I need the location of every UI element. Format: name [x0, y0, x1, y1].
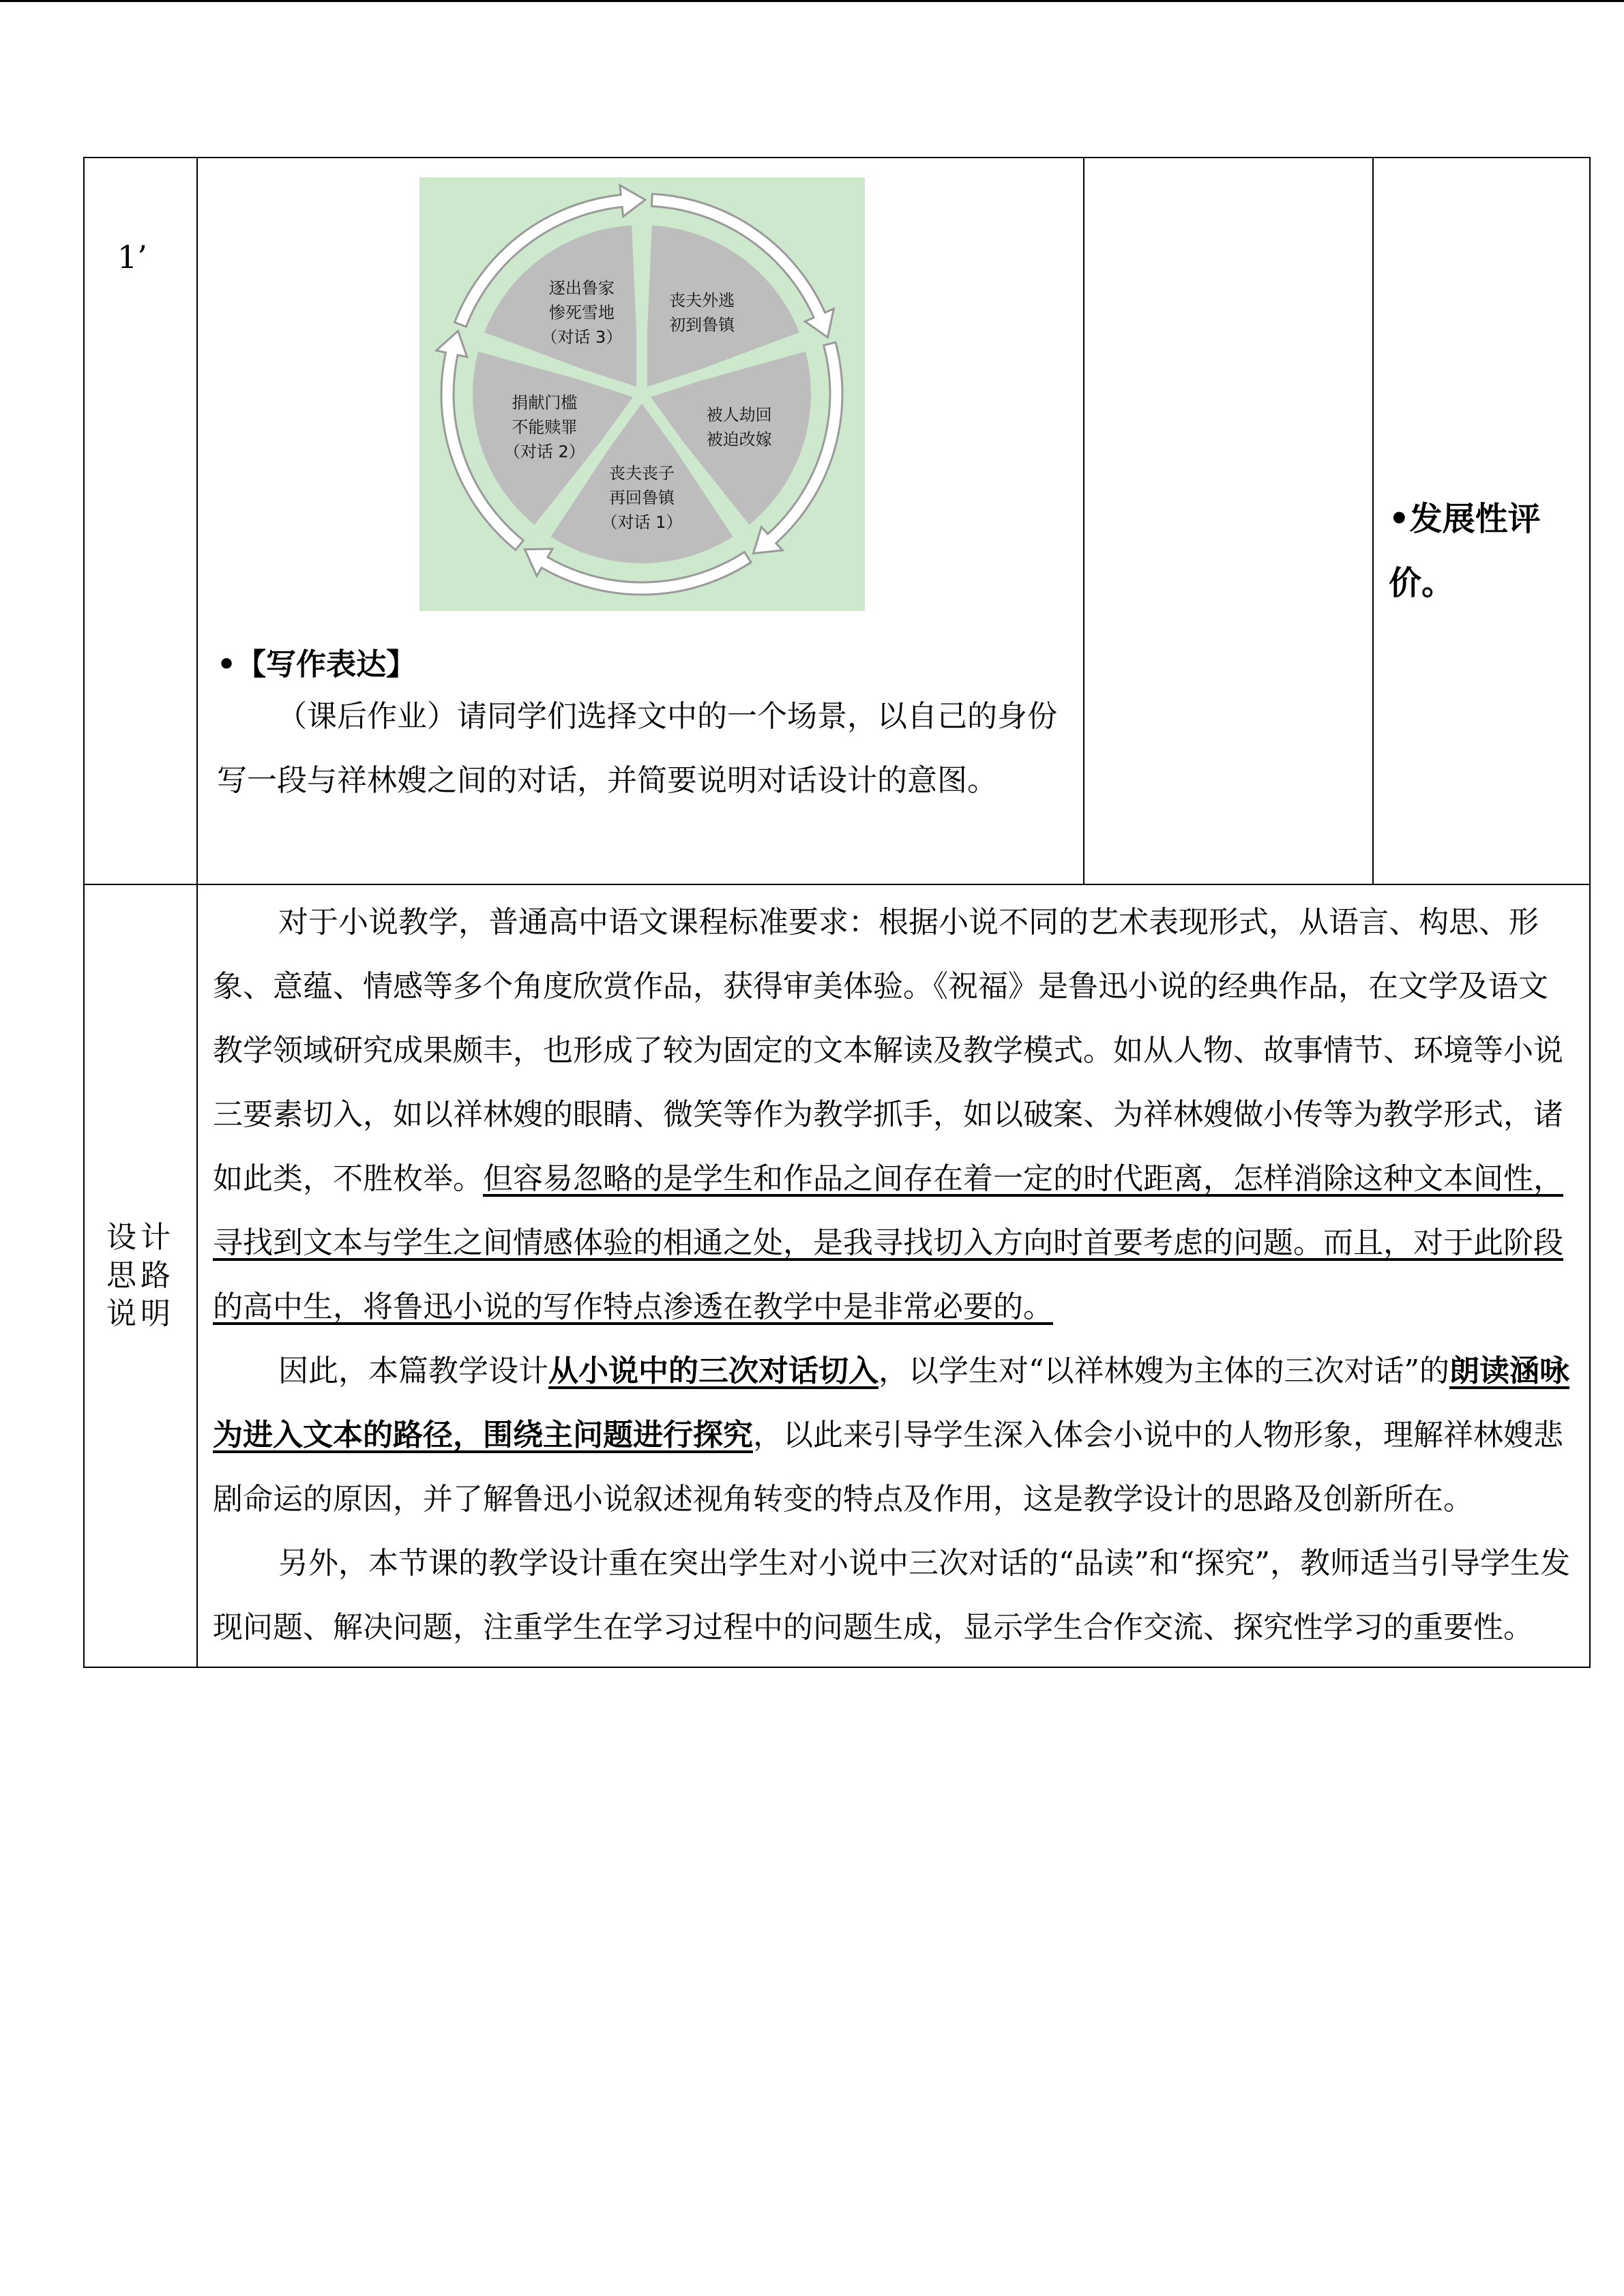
design-row [84, 884, 1590, 1667]
design-label-cell [84, 884, 197, 1667]
diagram-label-5-line-1: 逐出鲁家 [548, 278, 615, 298]
diagram-label-3-line-1: 丧夫丧子 [609, 464, 675, 483]
writing-section-title: •【写作表达】 [217, 647, 417, 682]
top-border-line [0, 0, 1624, 2]
design-p2-a: 因此，本篇教学设计 [278, 1354, 548, 1388]
diagram-label-1-line-2: 初到鲁镇 [669, 315, 735, 335]
plot-cycle-diagram [419, 177, 865, 611]
design-label-line-1: 设计 [106, 1220, 175, 1255]
diagram-label-2-line-1: 被人劫回 [706, 405, 772, 425]
student-activity-cell [1084, 158, 1373, 884]
design-label-line-3: 说明 [106, 1296, 175, 1331]
design-p2-g: ，以此来引导学生深入体会小说中的人物形象，理解祥林嫂悲剧命运的原因，并了解鲁迅小说叙述视角转变的特点及作用，这是教学设计的思路及创新所在。 [213, 1418, 1563, 1517]
diagram-label-5-line-3: （对话 3） [541, 327, 623, 347]
design-p2-emphasis-1: 从小说中的三次对话切入 [548, 1354, 879, 1388]
diagram-label-5-line-2: 惨死雪地 [548, 303, 615, 323]
writing-assignment-text: （课后作业）请同学们选择文中的一个场景，以自己的身份写一段与祥林嫂之间的对话，并简要说明对话设计的意图。 [217, 699, 1057, 798]
diagram-label-3-line-2: 再回鲁镇 [609, 488, 675, 507]
evaluation-line-1: •发展性评 [1389, 500, 1541, 538]
activity-content-cell [197, 158, 1084, 884]
design-label-line-2: 思路 [106, 1258, 175, 1293]
time-label: 1’ [117, 239, 147, 275]
evaluation-cell [1373, 158, 1590, 884]
diagram-label-4-line-3: （对话 2） [503, 442, 585, 462]
lesson-plan-table [83, 157, 1591, 1668]
design-p2-c: ，以学生对“以祥林嫂为主体的三次对话”的 [879, 1354, 1449, 1388]
cycle-diagram-svg [419, 177, 865, 611]
design-p1-text: 对于小说教学，普通高中语文课程标准要求：根据小说不同的艺术表现形式，从语言、构思、形象、意蕴、情感等多个角度欣赏作品，获得审美体验。《祝福》是鲁迅小说的经典作品，在文学及语文教学领域研究成果颇丰，也形成了较为固定的文本解读及教学模式。如从人物、故事情节、环境等小说三要素切入，如以祥林嫂的眼睛、微笑等作为教学抓手，如以破案、为祥林嫂做小传等为教学形式，诸如此类，不胜枚举。 [213, 905, 1563, 1196]
design-paragraph-1 [213, 891, 1574, 1339]
diagram-label-3-line-3: （对话 1） [601, 513, 683, 532]
design-p1-underlined: 但容易忽略的是学生和作品之间存在着一定的时代距离，怎样消除这种文本间性，寻找到文本与学生之间情感体验的相通之处，是我寻找切入方向时首要考虑的问题。而且，对于此阶段的高中生，将鲁迅小说的写作特点渗透在教学中是非常必要的。 [213, 1161, 1563, 1324]
time-cell [84, 158, 197, 884]
design-explanation-cell [197, 884, 1590, 1667]
design-p2-comma: ， [453, 1418, 483, 1452]
diagram-label-4-line-2: 不能赎罪 [512, 417, 578, 437]
evaluation-line-2: 价。 [1389, 564, 1455, 602]
design-p2-emphasis-3: 围绕主问题进行探究 [483, 1418, 753, 1452]
design-paragraph-3: 另外，本节课的教学设计重在突出学生对小说中三次对话的“品读”和“探究”，教师适当引导学生发现问题、解决问题，注重学生在学习过程中的问题生成，显示学生合作交流、探究性学习的重要性。 [213, 1546, 1570, 1645]
diagram-label-2-line-2: 被迫改嫁 [706, 430, 772, 449]
diagram-label-1-line-1: 丧夫外逃 [669, 290, 735, 310]
design-paragraph-2 [213, 1339, 1574, 1532]
activity-row [84, 158, 1590, 884]
design-p2-emphasis-2: 朗读涵咏为进入文本的路径 [213, 1354, 1569, 1452]
diagram-label-4-line-1: 捐献门槛 [512, 393, 578, 413]
